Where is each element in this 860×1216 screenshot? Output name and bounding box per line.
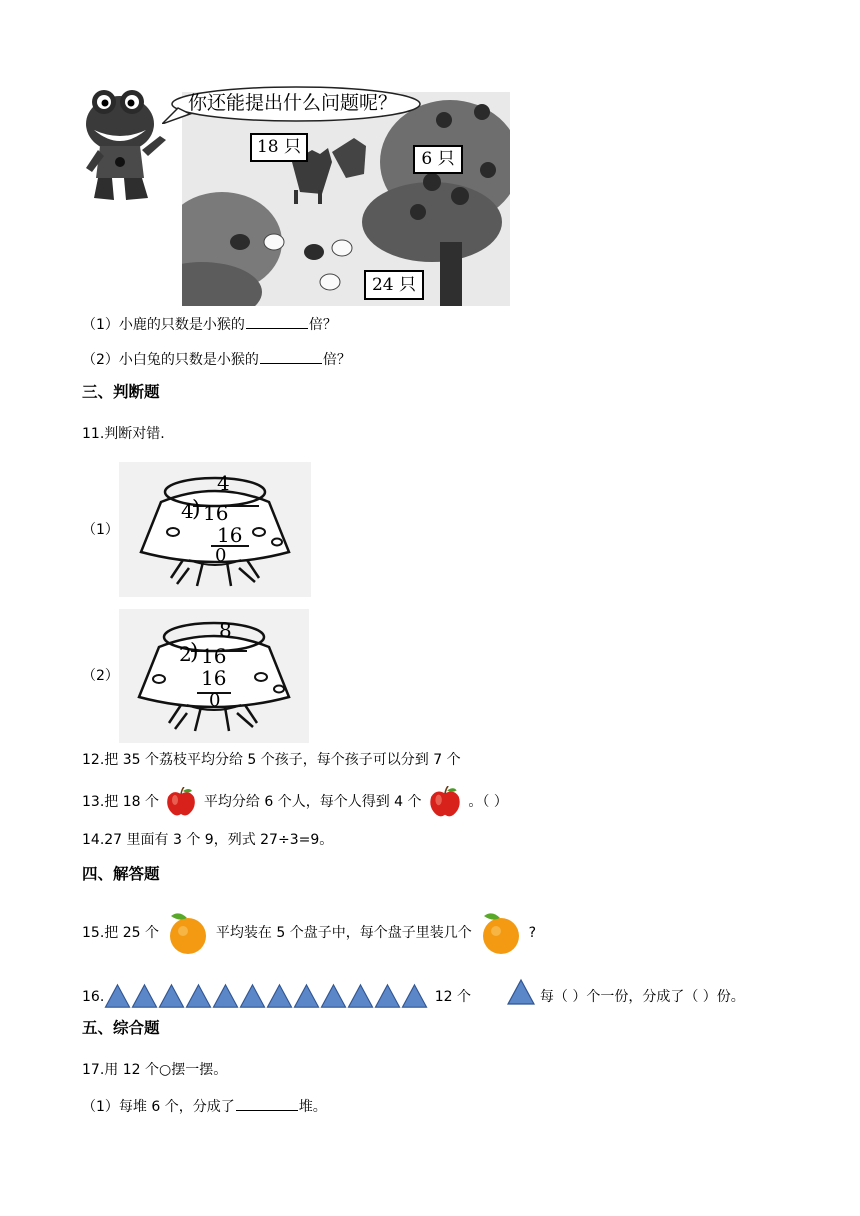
- q11-item1-label: （1）: [82, 522, 119, 538]
- triangle-icon: [131, 983, 158, 1019]
- q17-sub1-suffix: 堆。: [298, 1099, 327, 1115]
- triangle-icon: [401, 983, 428, 1019]
- answer-blank[interactable]: [260, 349, 322, 364]
- q10-sub2: [82, 349, 351, 370]
- ufo1-bracket: ): [192, 497, 201, 522]
- ufo1-divisor: 4: [181, 499, 194, 523]
- q14-text: 14.27 里面有 3 个 9，列式 27÷3=9。: [82, 832, 334, 848]
- orange-icon: [165, 910, 209, 956]
- q15-row: [82, 910, 536, 956]
- q11-text: 11.判断对错.: [82, 426, 165, 442]
- ufo-division-2: [119, 609, 309, 743]
- q11-item2-label: （2）: [82, 668, 119, 684]
- q10-sub1: [82, 314, 337, 335]
- ufo2-product: 16: [201, 666, 227, 690]
- q17-text: 17.用 12 个○摆一摆。: [82, 1062, 228, 1078]
- q13-part2: 平均分给 6 个人，每个人得到 4 个: [203, 794, 422, 810]
- q15-part1: 15.把 25 个: [82, 925, 159, 941]
- triangle-icon: [507, 978, 535, 1016]
- q15-part3: ?: [528, 925, 537, 941]
- q17-sub1-prefix: （1）每堆 6 个，分成了: [82, 1099, 235, 1115]
- triangle-icon: [374, 983, 401, 1019]
- triangle-group: [104, 983, 428, 1011]
- triangle-icon: [104, 983, 131, 1019]
- q13-row: [82, 786, 508, 816]
- q16-prefix: 16.: [82, 989, 105, 1005]
- answer-blank[interactable]: [246, 314, 308, 329]
- monkey-count-label: 6 只: [413, 145, 463, 174]
- q17-sub1: [82, 1096, 327, 1117]
- q13-part1: 13.把 18 个: [82, 794, 159, 810]
- frog-mascot: [80, 86, 168, 204]
- q10-sub1-prefix: （1）小鹿的只数是小猴的: [82, 317, 245, 333]
- triangle-icon: [293, 983, 320, 1019]
- ufo1-remainder: 0: [215, 545, 227, 566]
- rabbit-count-label: 24 只: [364, 270, 424, 300]
- answer-blank[interactable]: [236, 1096, 298, 1111]
- orange-icon: [478, 910, 522, 956]
- ufo2-remainder: 0: [209, 690, 221, 711]
- q16-row: [82, 978, 745, 1006]
- triangle-icon: [239, 983, 266, 1019]
- ufo2-dividend: 16: [201, 644, 227, 668]
- apple-icon: [165, 787, 197, 817]
- q12-text: 12.把 35 个荔枝平均分给 5 个孩子，每个孩子可以分到 7 个: [82, 752, 461, 768]
- ufo2-bracket: ): [190, 640, 199, 665]
- q16-suffix: 每（ ）个一份，分成了（ ）份。: [539, 989, 745, 1005]
- speech-bubble: [162, 84, 424, 124]
- deer-count-label: 18 只: [250, 133, 308, 162]
- section-heading-comprehensive: 五、综合题: [82, 1019, 160, 1037]
- triangle-icon: [320, 983, 347, 1019]
- q15-part2: 平均装在 5 个盘子中，每个盘子里装几个: [215, 925, 472, 941]
- ufo1-dividend: 16: [203, 501, 229, 525]
- animals-scene: [182, 92, 510, 306]
- triangle-icon: [266, 983, 293, 1019]
- ufo-division-1: [119, 462, 311, 597]
- section-heading-judgement: 三、判断题: [82, 383, 160, 401]
- q16-count-label: 12 个: [434, 989, 471, 1005]
- section-heading-solve: 四、解答题: [82, 865, 160, 883]
- speech-text: 你还能提出什么问题呢？: [188, 92, 398, 114]
- triangle-icon: [185, 983, 212, 1019]
- apple-icon: [428, 786, 462, 818]
- q10-sub2-suffix: 倍？: [322, 352, 351, 368]
- triangle-icon: [158, 983, 185, 1019]
- ufo1-quotient: 4: [217, 471, 230, 495]
- q10-sub2-prefix: （2）小白兔的只数是小猴的: [82, 352, 259, 368]
- ufo1-product: 16: [217, 523, 243, 547]
- triangle-icon: [212, 983, 239, 1019]
- q13-answer-bracket[interactable]: 。（ ）: [468, 794, 508, 810]
- q10-sub1-suffix: 倍？: [308, 317, 337, 333]
- ufo2-divisor: 2: [179, 642, 192, 666]
- ufo2-quotient: 8: [219, 618, 232, 642]
- triangle-icon: [347, 983, 374, 1019]
